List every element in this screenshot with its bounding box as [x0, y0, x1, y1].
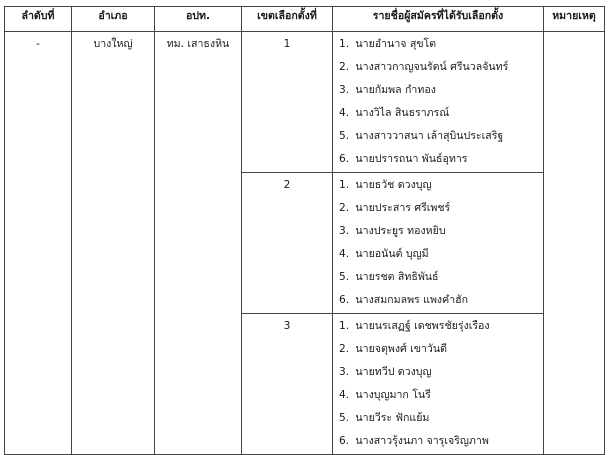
list-item [333, 362, 543, 385]
cell-note [544, 32, 605, 455]
list-item [333, 385, 543, 408]
candidate-number: 4. [339, 248, 350, 260]
cell-zone-3: 3 [242, 314, 333, 455]
candidate-list [333, 34, 543, 172]
candidate-number: 6. [339, 435, 350, 447]
list-item [333, 339, 543, 362]
candidate-name: นายรชต สิทธิพันธ์ [355, 271, 439, 283]
header-org: อปท. [155, 7, 242, 32]
candidate-name: นายวีระ ฟักแย้ม [355, 412, 430, 424]
candidate-number: 2. [339, 343, 350, 355]
candidate-number: 3. [339, 366, 350, 378]
candidate-name: นางสาวรุ้งนภา จารุเจริญภาพ [355, 435, 489, 447]
cell-district: บางใหญ่ [72, 32, 155, 455]
cell-zone-2: 2 [242, 173, 333, 314]
candidate-number: 1. [339, 38, 350, 50]
header-note: หมายเหตุ [544, 7, 605, 32]
candidate-number: 2. [339, 202, 350, 214]
header-row [5, 7, 605, 32]
table-header [5, 7, 605, 32]
list-item [333, 80, 543, 103]
list-item [333, 290, 543, 313]
candidate-number: 2. [339, 61, 350, 73]
candidate-number: 5. [339, 412, 350, 424]
list-item [333, 126, 543, 149]
candidate-number: 6. [339, 153, 350, 165]
header-names: รายชื่อผู้สมัครที่ได้รับเลือกตั้ง [333, 7, 544, 32]
candidate-name: นายอำนาจ สุขโต [355, 38, 437, 50]
cell-names-zone-2 [333, 173, 544, 314]
cell-org: ทม. เสาธงหิน [155, 32, 242, 455]
candidate-name: นายทวีป ดวงบุญ [355, 366, 432, 378]
list-item [333, 244, 543, 267]
candidate-list [333, 175, 543, 313]
list-item [333, 267, 543, 290]
header-district: อำเภอ [72, 7, 155, 32]
cell-zone-1: 1 [242, 32, 333, 173]
candidate-name: นางสมกมลพร แพงคำฮัก [355, 294, 469, 306]
candidate-name: นางสาวกาญจนรัตน์ ศรีนวลจันทร์ [355, 61, 509, 73]
candidate-number: 4. [339, 389, 350, 401]
cell-order: - [5, 32, 72, 455]
table-body [5, 32, 605, 455]
list-item [333, 316, 543, 339]
list-item [333, 221, 543, 244]
candidate-name: นายกัมพล กำทอง [355, 84, 436, 96]
candidate-name: นางวิไล สินธราภรณ์ [355, 107, 450, 119]
header-zone: เขตเลือกตั้งที่ [242, 7, 333, 32]
list-item [333, 103, 543, 126]
election-results-table [4, 6, 605, 455]
candidate-name: นางประยูร ทองหยิบ [355, 225, 446, 237]
cell-names-zone-3 [333, 314, 544, 455]
header-order: ลำดับที่ [5, 7, 72, 32]
cell-names-zone-1 [333, 32, 544, 173]
candidate-name: นายนรเสฏฐ์ เดชพรชัยรุ่งเรือง [355, 320, 490, 332]
list-item [333, 198, 543, 221]
candidate-number: 3. [339, 84, 350, 96]
candidate-name: นางสาววาสนา เล้าสุบินประเสริฐ [355, 130, 504, 142]
table-row [5, 32, 605, 173]
candidate-name: นายปรารถนา พันธ์อุทาร [355, 153, 468, 165]
candidate-number: 5. [339, 130, 350, 142]
candidate-list [333, 316, 543, 454]
candidate-name: นายประสาร ศรีเพชร์ [355, 202, 451, 214]
list-item [333, 175, 543, 198]
list-item [333, 408, 543, 431]
list-item [333, 149, 543, 172]
candidate-name: นางบุญมาก โนรี [355, 389, 431, 401]
list-item [333, 34, 543, 57]
list-item [333, 431, 543, 454]
list-item [333, 57, 543, 80]
candidate-number: 3. [339, 225, 350, 237]
candidate-name: นายจตุพงศ์ เขาวันดี [355, 343, 447, 355]
candidate-number: 1. [339, 320, 350, 332]
candidate-number: 6. [339, 294, 350, 306]
candidate-name: นายธวัช ดวงบุญ [355, 179, 432, 191]
candidate-number: 1. [339, 179, 350, 191]
candidate-name: นายอนันต์ บุญมี [355, 248, 429, 260]
candidate-number: 5. [339, 271, 350, 283]
candidate-number: 4. [339, 107, 350, 119]
